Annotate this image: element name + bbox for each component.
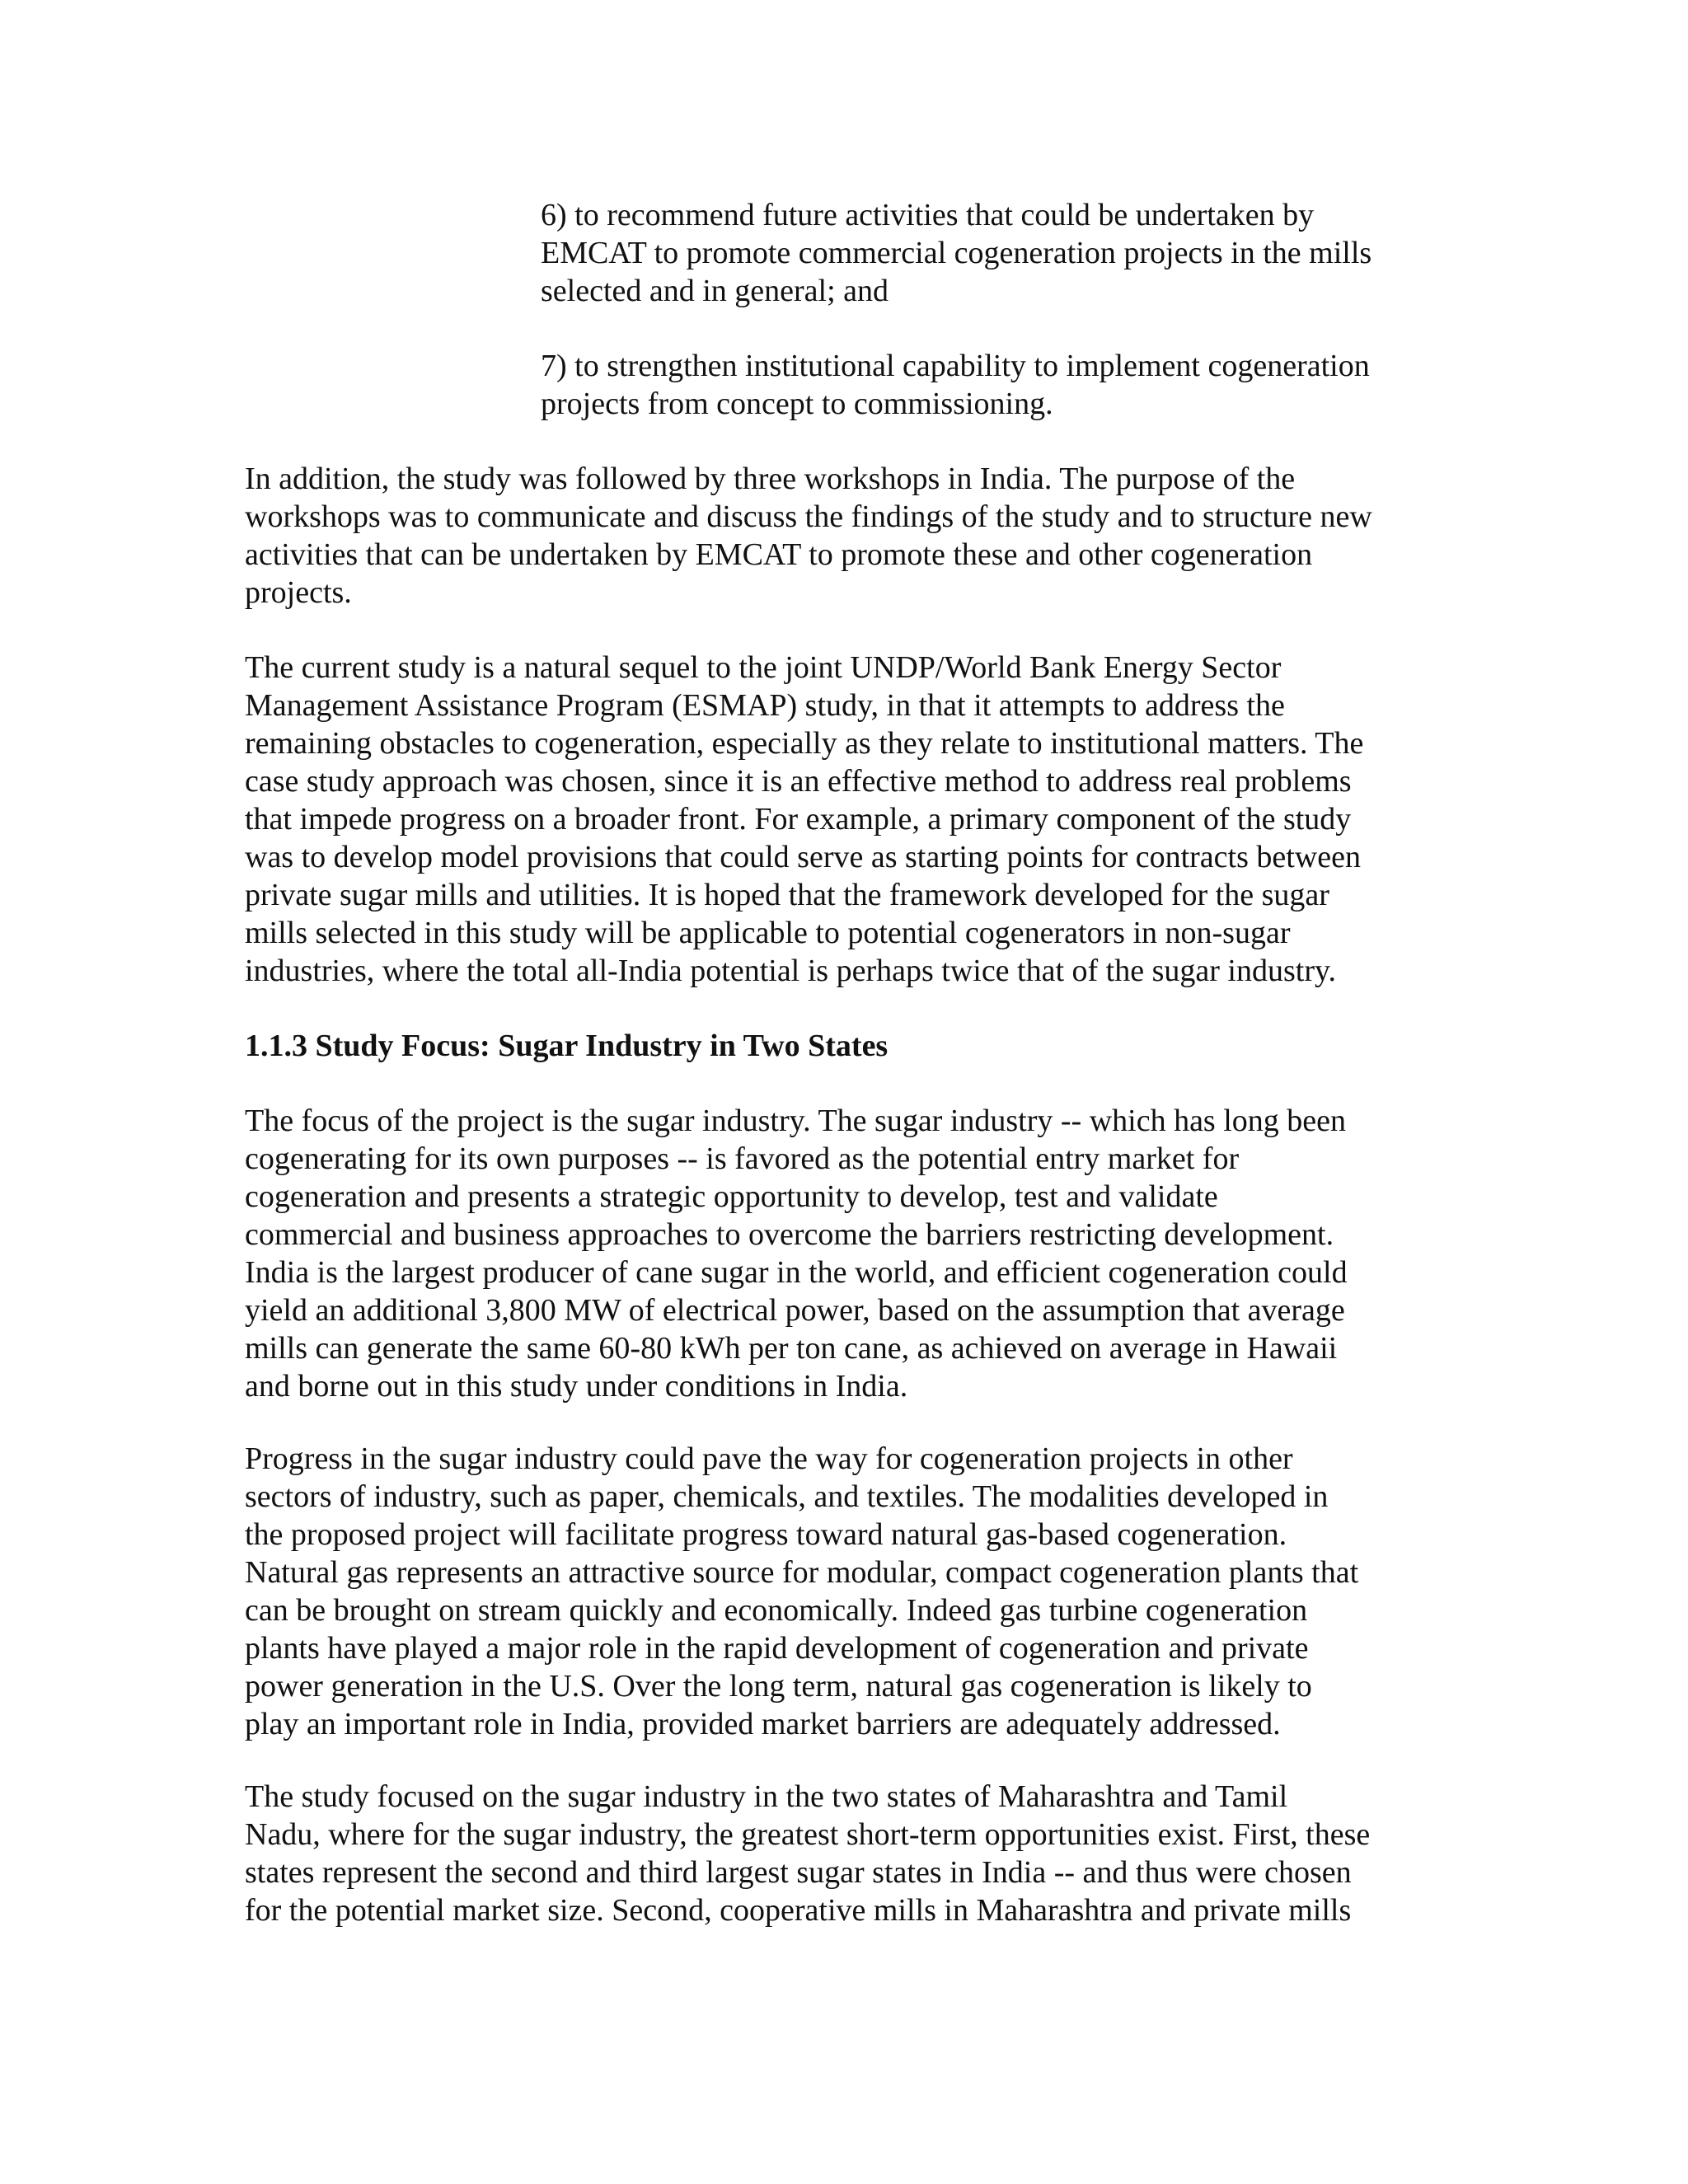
list-item-6: 6) to recommend future activities that could be undertaken by EMCAT to promote commercial cogeneration projects in the mills selected and in general; and bbox=[541, 198, 1372, 308]
paragraph-sequel: The current study is a natural sequel to the joint UNDP/World Bank Energy Sector Management Assistance Program (ESMAP) study, in that it attempts to address the remaining obstacles to cogeneration, especially as they relate to institutional matters. The case study approach was chosen, since it is an effective method to address real problems that impede progress on a broader front. For example, a primary component of the study was to develop model provisions that could serve as starting points for contracts between private sugar mills and utilities. It is hoped that the framework developed for the sugar mills selected in this study will be applicable to potential cogenerators in non-sugar industries, where the total all-India potential is perhaps twice that of the sugar industry. bbox=[245, 650, 1364, 988]
paragraph-states: The study focused on the sugar industry in the two states of Maharashtra and Tamil Nadu, where for the sugar industry, the greatest short-term opportunities exist. First, these states represent the second and third largest sugar states in India -- and thus were chosen for the potential market size. Second, cooperative mills in Maharashtra and private mills bbox=[245, 1779, 1371, 1928]
section-heading: 1.1.3 Study Focus: Sugar Industry in Two States bbox=[245, 1029, 889, 1063]
paragraph-workshops: In addition, the study was followed by three workshops in India. The purpose of the workshops was to communicate and discuss the findings of the study and to structure new activities that can be undertaken by EMCAT to promote these and other cogeneration projects. bbox=[245, 462, 1372, 610]
paragraph-progress: Progress in the sugar industry could pave the way for cogeneration projects in other sectors of industry, such as paper, chemicals, and textiles. The modalities developed in the proposed project will facilitate progress toward natural gas-based cogeneration. Natural gas represents an attractive source for modular, compact cogeneration plants that can be brought on stream quickly and economically. Indeed gas turbine cogeneration plants have played a major role in the rapid development of cogeneration and private power generation in the U.S. Over the long term, natural gas cogeneration is likely to play an important role in India, provided market barriers are adequately addressed. bbox=[245, 1441, 1359, 1741]
paragraph-focus: The focus of the project is the sugar industry. The sugar industry -- which has long been cogenerating for its own purposes -- is favored as the potential entry market for cogeneration and presents a strategic opportunity to develop, test and validate commercial and business approaches to overcome the barriers restricting development. India is the largest producer of cane sugar in the world, and efficient cogeneration could yield an additional 3,800 MW of electrical power, based on the assumption that average mills can generate the same 60-80 kWh per ton cane, as achieved on average in Hawaii and borne out in this study under conditions in India. bbox=[245, 1104, 1348, 1404]
list-item-7: 7) to strengthen institutional capability to implement cogeneration projects from concept to commissioning. bbox=[541, 349, 1370, 421]
